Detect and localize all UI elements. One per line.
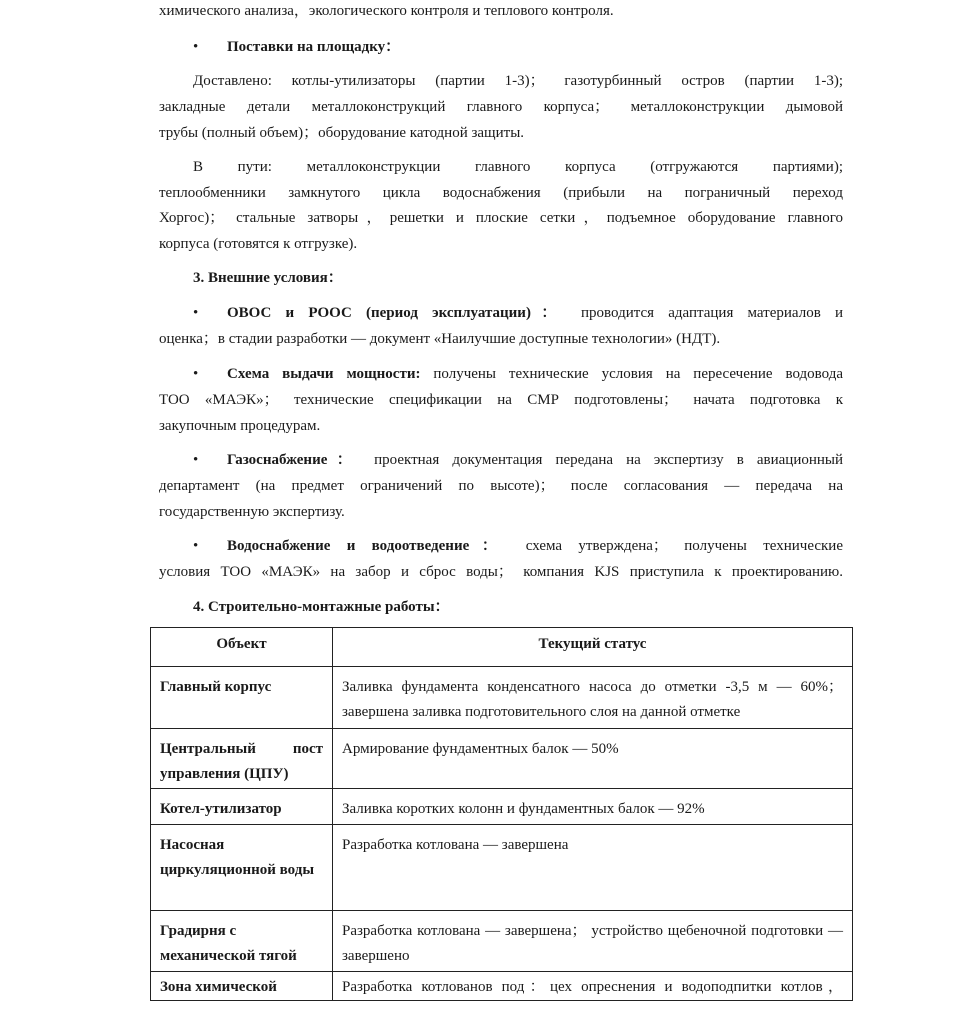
paragraph-line: теплообменники замкнутого цикла водоснабжения (прибыли на пограничный переход	[159, 185, 843, 201]
object-cell: Насосная циркуляционной воды	[151, 825, 333, 911]
object-cell: Главный корпус	[151, 667, 333, 729]
paragraph-line: оценка；в стадии разработки — документ «Наилучшие доступные технологии» (НДТ).	[159, 331, 721, 347]
object-cell: Зона химической	[151, 972, 333, 1001]
table-header-row	[151, 628, 853, 667]
bullet-dot: •	[193, 538, 199, 554]
bullet-dot: •	[193, 305, 199, 321]
paragraph-line: условия ТОО «МАЭК» на забор и сброс воды； компания KJS приступила к проектированию.	[159, 564, 843, 580]
bullet-title: Схема выдачи мощности:	[227, 366, 421, 382]
bullet-line	[227, 533, 843, 559]
bullet-line	[227, 447, 843, 473]
section-heading: 3. Внешние условия：	[193, 270, 343, 286]
bullet-text: получены технические условия на пересечение водовода	[433, 366, 843, 382]
column-header-object: Объект	[151, 628, 333, 667]
status-cell: Разработка котлованов под：цех опреснения и водоподпитки котлов，	[333, 972, 853, 1001]
table-row	[151, 972, 853, 1001]
paragraph-line: закупочным процедурам.	[159, 418, 321, 434]
object-cell: Центральный пост управления (ЦПУ)	[151, 729, 333, 789]
bullet-dot: •	[193, 39, 199, 55]
status-cell: Разработка котлована — завершена	[333, 825, 853, 911]
bullet-line	[227, 361, 843, 387]
paragraph-line: химического анализа，экологического контроля и теплового контроля.	[159, 3, 614, 19]
status-cell: Заливка коротких колонн и фундаментных балок — 92%	[333, 789, 853, 825]
column-header-status: Текущий статус	[333, 628, 853, 667]
paragraph-line: В пути: металлоконструкции главного корпуса (отгружаются партиями);	[193, 159, 843, 175]
construction-status-table	[150, 627, 853, 1001]
bullet-text: проводится адаптация материалов и	[581, 305, 843, 321]
table-row	[151, 911, 853, 972]
bullet-dot: •	[193, 366, 199, 382]
table-row	[151, 789, 853, 825]
object-cell: Котел-утилизатор	[151, 789, 333, 825]
section-heading: Поставки на площадку：	[227, 39, 401, 55]
status-cell: Армирование фундаментных балок — 50%	[333, 729, 853, 789]
paragraph-line: ТОО «МАЭК»； технические спецификации на СМР подготовлены； начата подготовка к	[159, 392, 843, 408]
bullet-text: схема утверждена； получены технические	[525, 538, 843, 554]
bullet-text: проектная документация передана на экспертизу в авиационный	[374, 452, 844, 468]
paragraph-line: корпуса (готовятся к отгрузке).	[159, 236, 358, 252]
paragraph-line: государственную экспертизу.	[159, 504, 345, 520]
bullet-title: Водоснабжение и водоотведение：	[227, 538, 510, 554]
paragraph-line: закладные детали металлоконструкций главного корпуса； металлоконструкции дымовой	[159, 99, 843, 115]
bullet-title: Газоснабжение：	[227, 452, 362, 468]
status-cell: Заливка фундамента конденсатного насоса до отметки -3,5 м — 60%；завершена заливка подготовительного слоя на данной отметке	[333, 667, 853, 729]
section-heading: 4. Строительно-монтажные работы：	[193, 599, 450, 615]
bullet-line	[227, 300, 843, 326]
status-cell: Разработка котлована — завершена； устройство щебеночной подготовки — завершено	[333, 911, 853, 972]
paragraph-line: трубы (полный объем)；оборудование катодной защиты.	[159, 125, 525, 141]
bullet-dot: •	[193, 452, 199, 468]
table-row	[151, 825, 853, 911]
paragraph-line: Доставлено: котлы-утилизаторы (партии 1-3)； газотурбинный остров (партии 1-3);	[193, 73, 843, 89]
bullet-title: ОВОС и РООС (период эксплуатации)：	[227, 305, 567, 321]
object-cell: Градирня с механической тягой	[151, 911, 333, 972]
table-row	[151, 729, 853, 789]
table-row	[151, 667, 853, 729]
paragraph-line: Хоргос)； стальные затворы，решетки и плоские сетки，подъемное оборудование главного	[159, 210, 843, 226]
paragraph-line: департамент (на предмет ограничений по высоте)； после согласования — передача на	[159, 478, 843, 494]
